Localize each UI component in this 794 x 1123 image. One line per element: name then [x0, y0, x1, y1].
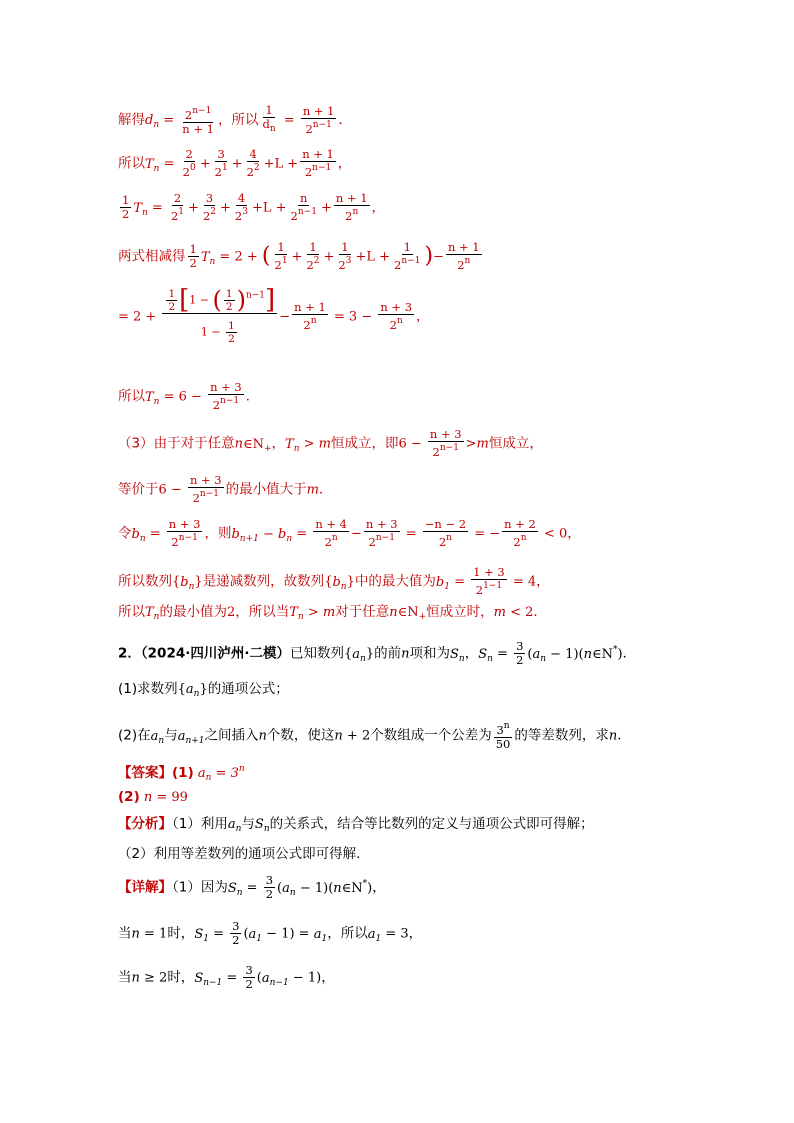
question-2-part-1: (1)求数列$\{a_n\}$的通项公式； [118, 681, 289, 699]
solution-line-11: 所以$T_n$的最小值为2，所以当$T_n > m$对于任意$n\in N_+$恒成立时，m < 2． [118, 604, 547, 622]
solution-line-9: 令$b_n$ = $\frac{n + 3}{2^{n-1}}$ ，则$b_{n+1} - b_n$ = $\frac{n + 4}{2^n}$ − $\frac{n + 3}{2^{n-1}}$ = $\frac{-n - 2}{2^n}$ = − $\frac{n + 2}{2^n}$ < 0， [118, 517, 581, 549]
solution-line-5: = 2 + $\frac{1}{2}$ [1 − ( $\frac{1}{2}$ )$^{n-1}$] 1 − $\frac{1}{2}$ − $\frac{n + 1}{2^n}$ = 3 − $\frac{n + 3}{2^n}$ ， [118, 285, 430, 345]
solution-line-6: 所以$T_n = 6$ − $\frac{n + 3}{2^{n-1}}$ ． [118, 380, 260, 412]
solution-line-3: $\frac{1}{2}$ $T_n$ = $\frac{2}{2^1}$ + $\frac{3}{2^2}$ + $\frac{4}{2^3}$ +L + $\frac{n}{2^{n-1}}$ + $\frac{n + 1}{2^n}$ ， [122, 191, 386, 223]
question-2-stem: 2．（2024·四川泸州·二模）已知数列$\{a_n\}$的前n项和为$S_n$，$S_n$ = $\frac{3}{2}$ ($a_n$ − 1)(n∈N*)． [118, 639, 637, 667]
answer-line-1: 【答案】(1) $a_n = 3^n$ [118, 764, 245, 783]
solution-line-8: 等价于6 − $\frac{n + 3}{2^{n-1}}$ 的最小值大于m． [118, 473, 333, 505]
solution-line-7: （3）由于对于任意$n\in N_+$，$T_n > m$恒成立，即6 − $\frac{n + 3}{2^{n-1}}$ >m恒成立， [118, 427, 543, 459]
solution-line-4: 两式相减得 $\frac{1}{2}$ $T_n = 2$ + ( $\frac{1}{2^1}$ + $\frac{1}{2^2}$ + $\frac{1}{2^3}$ +L + $\frac{1}{2^{n-1}}$ )− $\frac{n + 1}{2^n}$ [118, 240, 480, 272]
detail-line-1: 【详解】（1）因为$S_n$ = $\frac{3}{2}$ ($a_n$ − 1)(n∈N*)， [118, 873, 386, 901]
solution-line-10: 所以数列$\{b_n\}$是递减数列，故数列$\{b_n\}$中的最大值为$b_1$ = $\frac{1 + 3}{2^{1-1}}$ = 4， [118, 565, 550, 597]
analysis-line-2: （2）利用等差数列的通项公式即可得解. [118, 846, 361, 862]
detail-line-2: 当n = 1时，$S_1$ = $\frac{3}{2}$ $(a_1 - 1) = a_1$，所以$a_1 = 3$， [118, 919, 423, 947]
solution-line-2: 所以$T_n$ = $\frac{2}{2^0}$ + $\frac{3}{2^1}$ + $\frac{4}{2^2}$ +L + $\frac{n + 1}{2^{n-1}}$ ， [118, 147, 352, 179]
analysis-line-1: 【分析】（1）利用$a_n$与$S_n$的关系式，结合等比数列的定义与通项公式即可得解； [118, 816, 594, 834]
question-2-part-2: (2)在$a_n$与$a_{n+1}$之间插入n个数，使这n + 2个数组成一个公差为 $\frac{3^n}{50}$ 的等差数列，求n． [118, 721, 631, 751]
answer-line-2: (2) n = 99 [118, 789, 188, 805]
solution-line-1: 解得$d_n$ = $\frac{2^{n-1}}{n + 1}$ ，所以 $\frac{1}{d_n}$ = $\frac{n + 1}{2^{n-1}}$ ． [118, 103, 352, 136]
detail-line-3: 当n ≥ 2时，$S_{n-1}$ = $\frac{3}{2}$ $(a_{n-1} - 1)$， [118, 963, 335, 991]
